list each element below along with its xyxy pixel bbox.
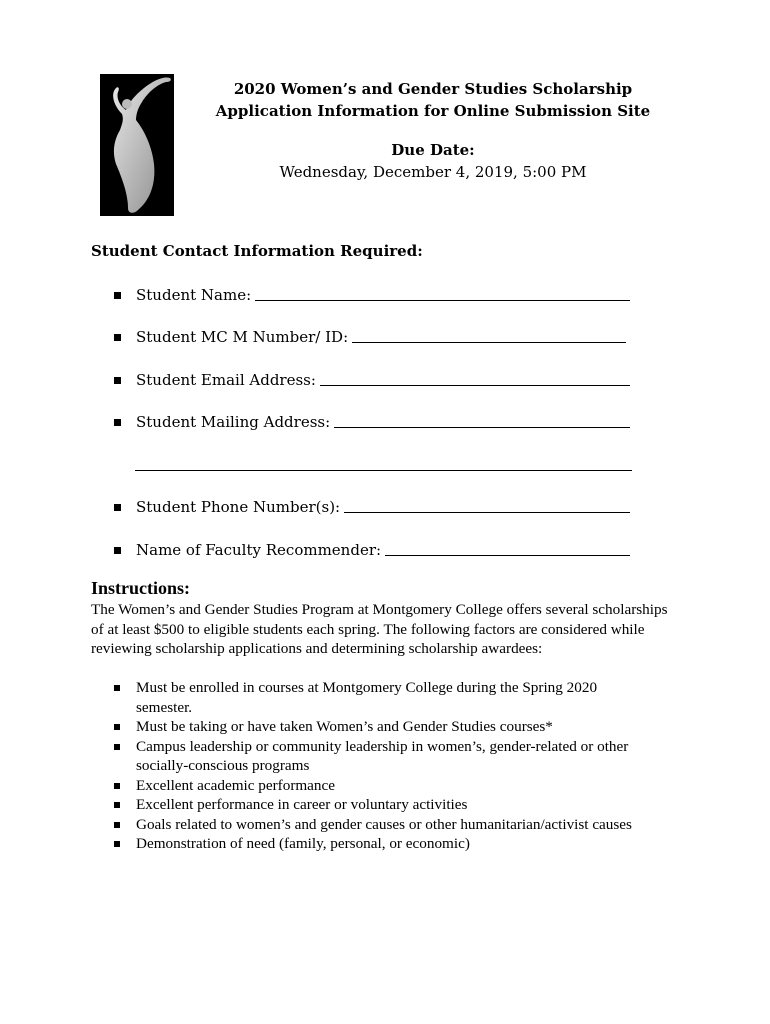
bullet-icon: [114, 802, 120, 808]
instructions-heading: Instructions:: [91, 578, 191, 598]
list-item: [114, 795, 654, 815]
criteria-text: Goals related to women’s and gender causes or other humanitarian/activist causes: [136, 815, 632, 833]
bullet-icon: [114, 822, 120, 828]
bullet-icon: [114, 334, 121, 341]
criteria-text: Excellent academic performance: [136, 776, 336, 794]
mailing-address-second-line[interactable]: [135, 470, 632, 471]
program-logo: [100, 74, 174, 216]
document-title-line1: 2020 Women’s and Gender Studies Scholarship: [233, 80, 633, 98]
student-name-blank[interactable]: [255, 299, 630, 301]
bullet-icon: [114, 292, 121, 299]
contact-section-heading: Student Contact Information Required:: [91, 242, 423, 260]
student-mailing-address-label: Student Mailing Address:: [136, 413, 331, 431]
student-id-field[interactable]: [114, 327, 626, 347]
criteria-list: [114, 678, 654, 854]
bullet-icon: [114, 744, 120, 750]
list-item: [114, 776, 654, 796]
list-item: [114, 834, 654, 854]
instructions-paragraph: The Women’s and Gender Studies Program at Montgomery College offers several scholarships of at least $500 to eligible students each spring. The following factors are considered while reviewing scholarship applications and determining scholarship awardees:: [91, 601, 668, 657]
list-item: [114, 737, 654, 776]
document-title-line2: Application Information for Online Submission Site: [215, 102, 651, 120]
student-mailing-address-field[interactable]: [114, 412, 630, 432]
criteria-text: Campus leadership or community leadership in women’s, gender-related or other socially-conscious programs: [136, 737, 629, 774]
bullet-icon: [114, 685, 120, 691]
criteria-text: Must be enrolled in courses at Montgomery College during the Spring 2020 semester.: [136, 679, 598, 716]
bullet-icon: [114, 377, 121, 384]
student-name-label: Student Name:: [136, 286, 252, 304]
bullet-icon: [114, 419, 121, 426]
faculty-recommender-blank[interactable]: [385, 554, 630, 556]
faculty-recommender-label: Name of Faculty Recommender:: [136, 541, 382, 559]
list-item: [114, 717, 654, 737]
criteria-text: Demonstration of need (family, personal, or economic): [136, 835, 470, 852]
student-id-label: Student MC M Number/ ID:: [136, 328, 349, 346]
student-email-label: Student Email Address:: [136, 371, 316, 389]
student-email-field[interactable]: [114, 370, 630, 390]
bullet-icon: [114, 547, 121, 554]
student-phone-field[interactable]: [114, 497, 630, 517]
due-date-label: Due Date:: [391, 141, 475, 159]
dancer-figure-icon: [100, 74, 174, 216]
student-id-blank[interactable]: [352, 341, 626, 343]
bullet-icon: [114, 783, 120, 789]
bullet-icon: [114, 841, 120, 847]
due-date-value: Wednesday, December 4, 2019, 5:00 PM: [279, 163, 587, 181]
student-name-field[interactable]: [114, 285, 630, 305]
criteria-text: Excellent performance in career or voluntary activities: [136, 796, 468, 813]
criteria-text: Must be taking or have taken Women’s and Gender Studies courses*: [136, 718, 553, 735]
document-header: [200, 78, 666, 183]
list-item: [114, 678, 654, 717]
bullet-icon: [114, 724, 120, 730]
student-mailing-address-blank[interactable]: [334, 426, 630, 428]
student-phone-blank[interactable]: [344, 511, 630, 513]
faculty-recommender-field[interactable]: [114, 540, 630, 560]
student-phone-label: Student Phone Number(s):: [136, 498, 341, 516]
bullet-icon: [114, 504, 121, 511]
list-item: [114, 815, 654, 835]
student-email-blank[interactable]: [320, 384, 630, 386]
